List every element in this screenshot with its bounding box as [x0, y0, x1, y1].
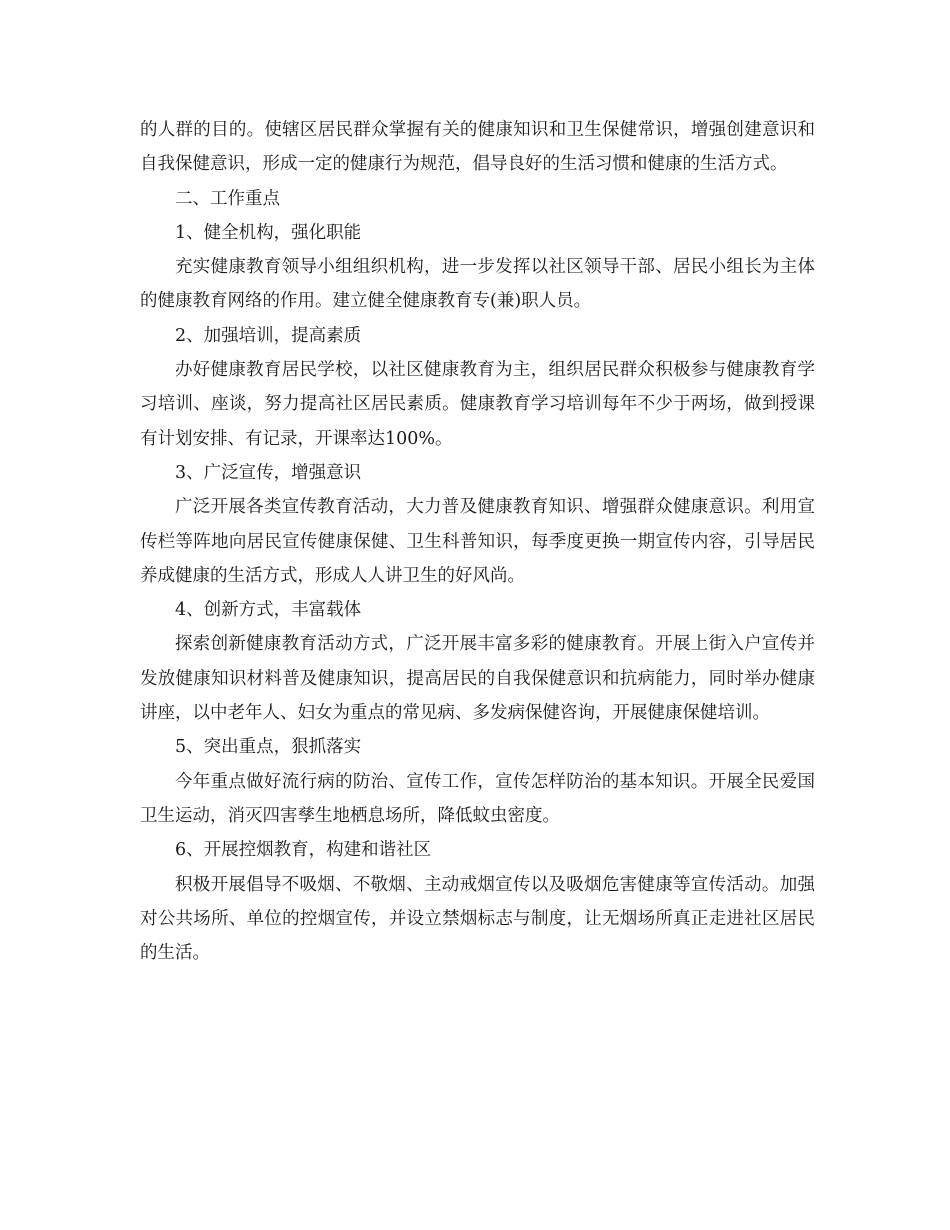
section-heading-work-focus: 二、工作重点 — [175, 188, 280, 209]
document-body — [140, 113, 815, 970]
paragraph-1: 充实健康教育领导小组组织机构，进一步发挥以社区领导干部、居民小组长为主体的健康教育网络的作用。建立健全健康教育专(兼)职人员。 — [140, 257, 815, 312]
paragraph-2: 办好健康教育居民学校，以社区健康教育为主，组织居民群众积极参与健康教育学习培训、座谈，努力提高社区居民素质。健康教育学习培训每年不少于两场，做到授课有计划安排、有记录，开课率达100%。 — [140, 360, 815, 449]
paragraph-intro-continuation: 的人群的目的。使辖区居民群众掌握有关的健康知识和卫生保健常识，增强创建意识和自我保健意识，形成一定的健康行为规范，倡导良好的生活习惯和健康的生活方式。 — [140, 120, 815, 175]
subheading-4: 4、创新方式，丰富载体 — [175, 600, 362, 621]
paragraph-3: 广泛开展各类宣传教育活动，大力普及健康教育知识、增强群众健康意识。利用宣传栏等阵地向居民宣传健康保健、卫生科普知识，每季度更换一期宣传内容，引导居民养成健康的生活方式，形成人人讲卫生的好风尚。 — [140, 497, 815, 586]
subheading-5: 5、突出重点，狠抓落实 — [175, 737, 362, 758]
paragraph-4: 探索创新健康教育活动方式，广泛开展丰富多彩的健康教育。开展上街入户宣传并发放健康知识材料普及健康知识，提高居民的自我保健意识和抗病能力，同时举办健康讲座，以中老年人、妇女为重点的常见病、多发病保健咨询，开展健康保健培训。 — [140, 634, 815, 724]
subheading-1: 1、健全机构，强化职能 — [175, 222, 362, 243]
subheading-2: 2、加强培训，提高素质 — [175, 325, 362, 346]
paragraph-5: 今年重点做好流行病的防治、宣传工作，宣传怎样防治的基本知识。开展全民爱国卫生运动，消灭四害孳生地栖息场所，降低蚊虫密度。 — [140, 771, 815, 826]
subheading-6: 6、开展控烟教育，构建和谐社区 — [175, 840, 432, 861]
paragraph-6: 积极开展倡导不吸烟、不敬烟、主动戒烟宣传以及吸烟危害健康等宣传活动。加强对公共场所、单位的控烟宣传，并设立禁烟标志与制度，让无烟场所真正走进社区居民的生活。 — [140, 874, 815, 964]
subheading-3: 3、广泛宣传，增强意识 — [175, 462, 362, 483]
